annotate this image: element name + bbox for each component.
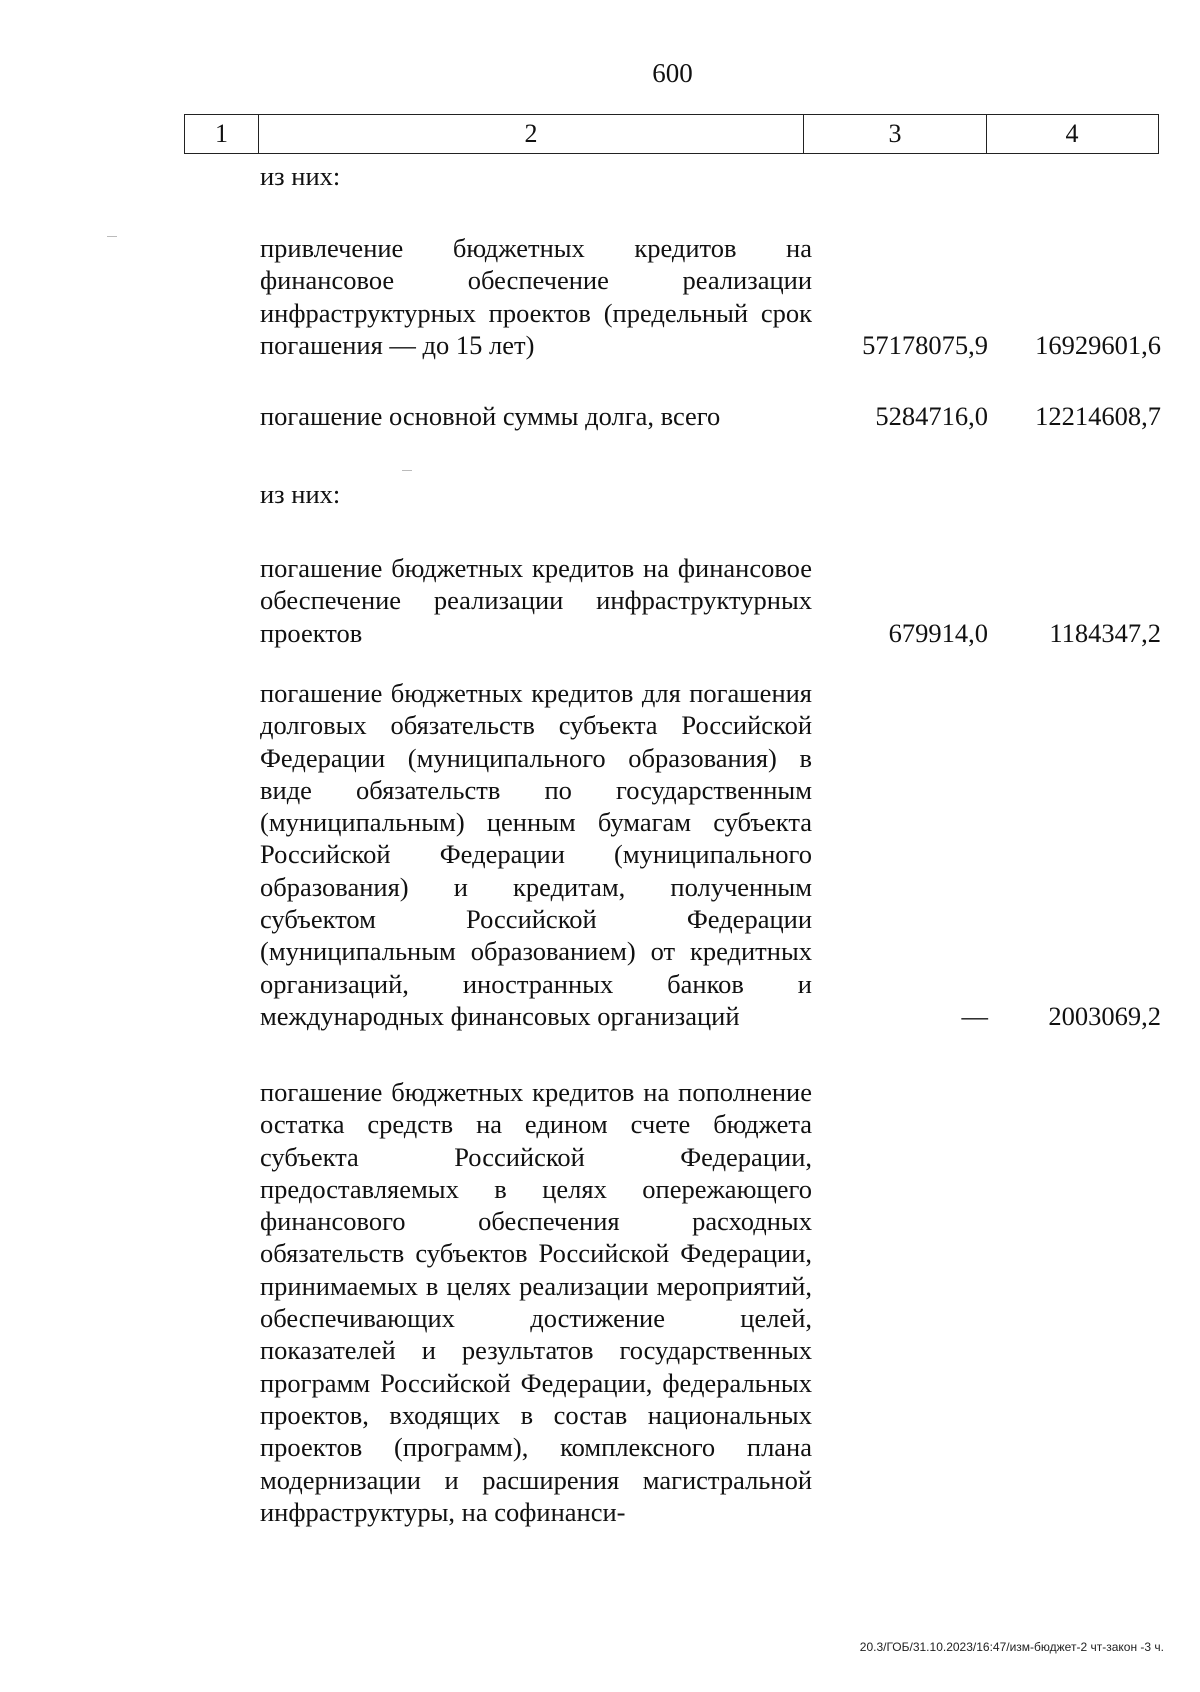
scan-mark — [107, 236, 117, 237]
page-number: 600 — [652, 58, 693, 88]
row-description: привлечение бюджетных кредитов на финансовое обеспечение реализации инфраструктурных проектов (предельный срок погашения — до 15 лет) — [260, 233, 812, 360]
row-description: из них: — [260, 161, 341, 191]
row-value-col3: — — [961, 1001, 988, 1031]
row-value-col4: 2003069,2 — [1048, 1001, 1161, 1031]
row-description: из них: — [260, 479, 341, 509]
row-description: погашение бюджетных кредитов на финансовое обеспечение реализации инфраструктурных проектов — [260, 553, 812, 648]
row-value-col4: 1184347,2 — [1049, 618, 1161, 648]
row-value-col4: 12214608,7 — [1035, 401, 1161, 431]
row-description: погашение основной суммы долга, всего — [260, 401, 721, 431]
column-number-4: 4 — [1065, 119, 1079, 148]
scan-mark — [402, 470, 412, 471]
table-column-header — [184, 114, 1159, 154]
document-footer: 20.3/ГОБ/31.10.2023/16:47/изм-бюджет-2 чт-закон -3 ч. — [859, 1640, 1164, 1654]
column-number-3: 3 — [804, 115, 987, 153]
row-description: погашение бюджетных кредитов на пополнение остатка средств на едином счете бюджета субъекта Российской Федерации, предоставляемых в целях опережающего финансового обеспечения расходных обязательств субъектов Российской Федерации, принимаемых в целях реализации мероприятий, обеспечивающих достижение целей, показателей и результатов государственных программ Российской Федерации, федеральных проектов, входящих в состав национальных проектов (программ), комплексного плана модернизации и расширения магистральной инфраструктуры, на софинанси- — [260, 1077, 812, 1527]
row-value-col3: 5284716,0 — [875, 401, 988, 431]
row-value-col3: 57178075,9 — [862, 330, 988, 360]
column-number-2: 2 — [259, 115, 804, 153]
column-number-1: 1 — [185, 115, 259, 153]
row-value-col4: 16929601,6 — [1035, 330, 1161, 360]
row-description: погашение бюджетных кредитов для погашения долговых обязательств субъекта Российской Федерации (муниципального образования) в виде обязательств по государственным (муниципальным) ценным бумагам субъекта Российской Федерации (муниципального образования) и кредитам, полученным субъектом Российской Федерации (муниципальным образованием) от кредитных организаций, иностранных банков и международных финансовых организаций — [260, 678, 812, 1031]
row-value-col3: 679914,0 — [888, 618, 988, 648]
